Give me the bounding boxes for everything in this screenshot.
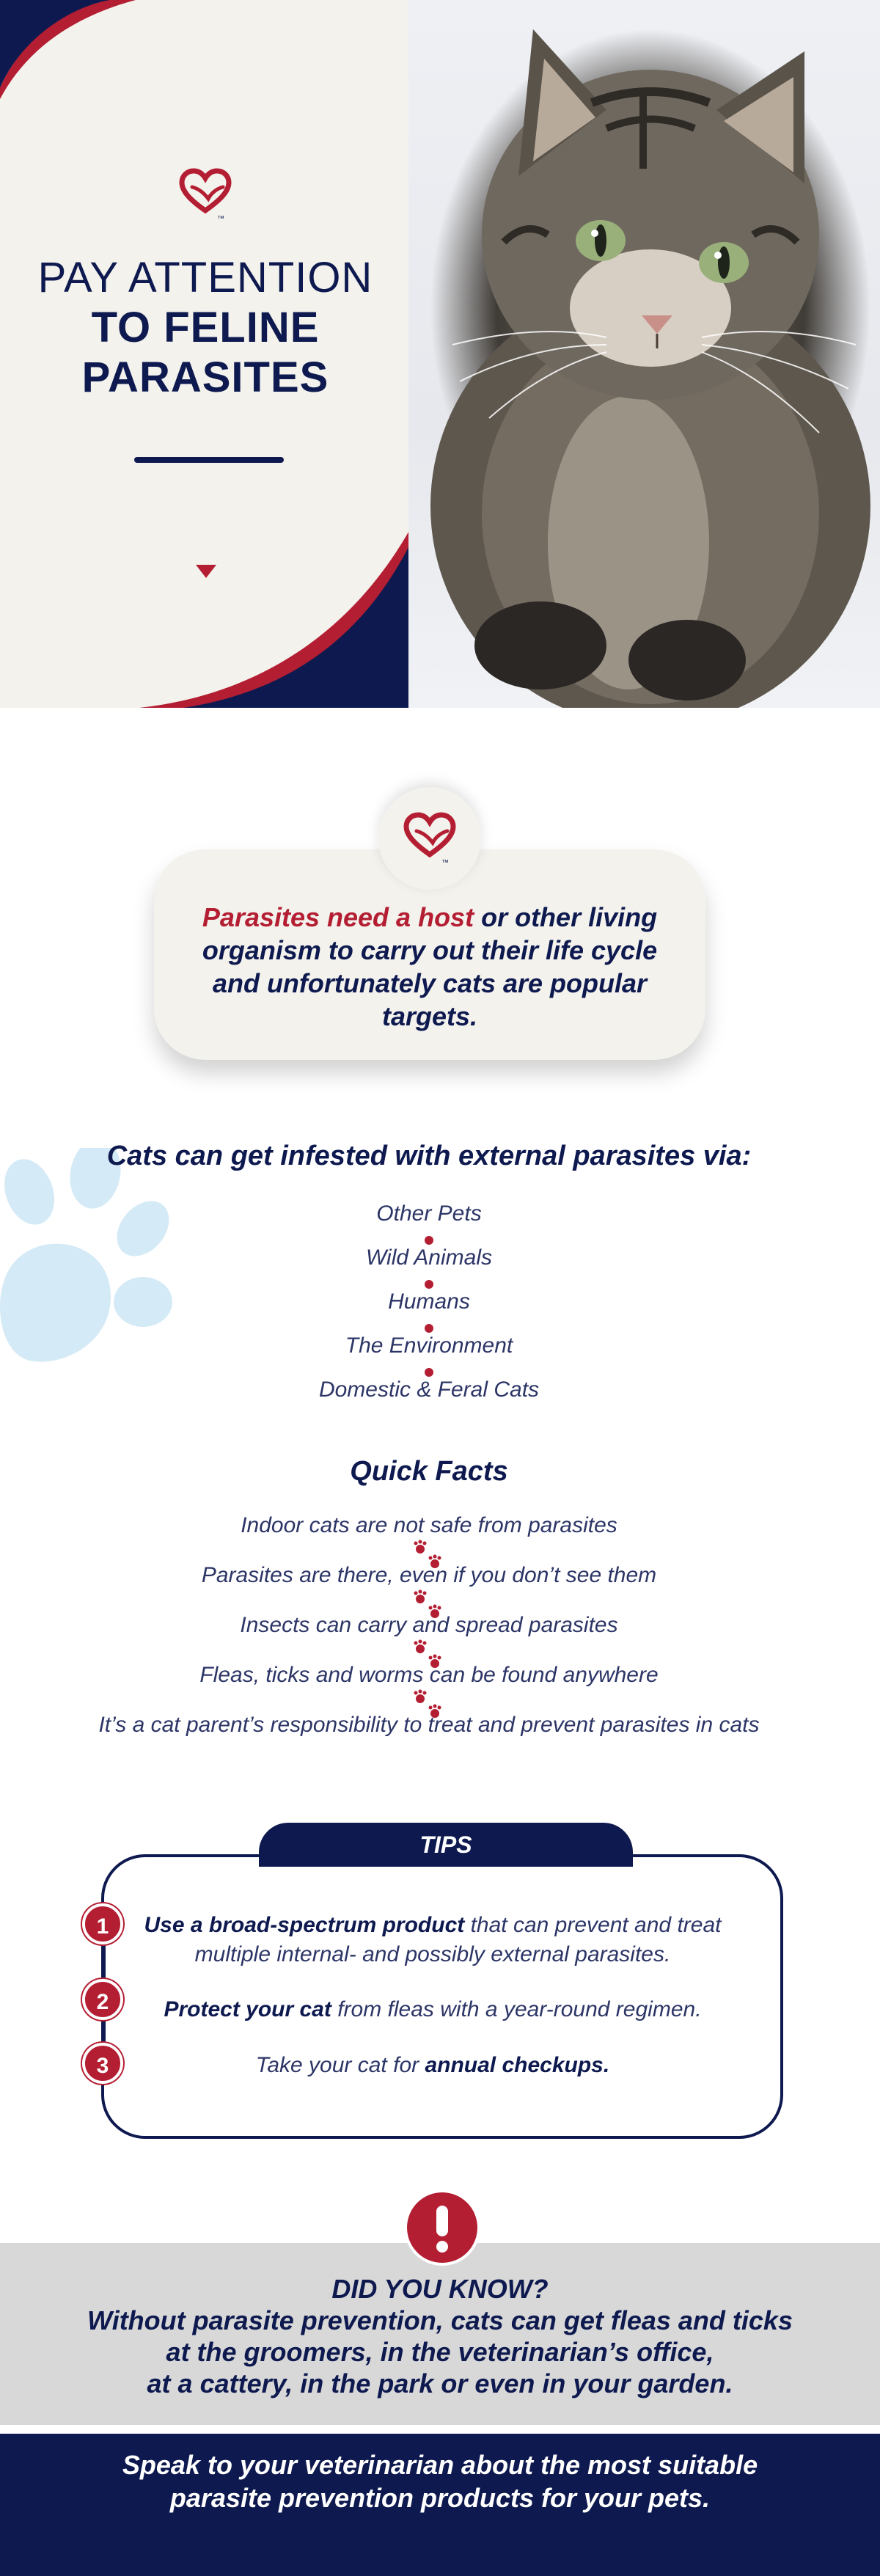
tip-text: Take your cat for xyxy=(255,2053,425,2077)
list-item: Fleas, ticks and worms can be found anywhere xyxy=(199,1663,659,1687)
callout-text-emphasis: life cycle xyxy=(545,935,658,965)
dot-icon xyxy=(425,1280,433,1289)
cat-illustration xyxy=(408,0,880,708)
tip-number-badge: 3 xyxy=(82,2043,123,2084)
list-item: Indoor cats are not safe from parasites xyxy=(241,1513,617,1537)
heart-logo-icon xyxy=(400,809,459,868)
tip-item xyxy=(132,1995,733,2024)
hero-title-line1: PAY ATTENTION xyxy=(37,254,373,301)
list-item: Humans xyxy=(388,1289,470,1314)
tip-number-badge: 2 xyxy=(82,1979,123,2020)
cat-photo xyxy=(408,0,880,708)
hero-title-panel xyxy=(0,0,411,708)
list-item: Insects can carry and spread parasites xyxy=(240,1613,618,1637)
did-you-know-line: at a cattery, in the park or even in your garden. xyxy=(147,2368,733,2398)
tip-number-badge: 1 xyxy=(82,1903,123,1944)
tip-text: from fleas with a year-round regimen. xyxy=(331,1997,702,2021)
callout-text-part2: and unfortunately cats are popular targets. xyxy=(212,968,648,1031)
tips-tab: TIPS xyxy=(259,1823,633,1867)
exclamation-icon xyxy=(404,2189,480,2266)
hero-title xyxy=(15,253,396,403)
did-you-know-text xyxy=(44,2305,836,2399)
list-item: The Environment xyxy=(345,1333,513,1358)
tip-item xyxy=(132,2051,733,2080)
list-item: Domestic & Feral Cats xyxy=(318,1377,540,1402)
did-you-know-line: at the groomers, in the veterinarian’s office, xyxy=(166,2337,714,2367)
list-item: Parasites are there, even if you don’t see them xyxy=(201,1563,657,1587)
list-item: Wild Animals xyxy=(366,1245,492,1270)
footer-line: Speak to your veterinarian about the most suitable xyxy=(122,2450,758,2480)
callout-text-part1: or other living organism to carry out their xyxy=(202,902,658,965)
list-item: It’s a cat parent’s responsibility to treat and prevent parasites in cats xyxy=(98,1713,760,1737)
dot-icon xyxy=(425,1368,433,1377)
hero-title-line2: TO FELINE xyxy=(91,304,320,351)
callout-text xyxy=(176,901,683,1033)
external-parasites-heading: Cats can get infested with external parasites via: xyxy=(106,1141,752,1171)
hero-title-line3: PARASITES xyxy=(81,354,329,401)
tip-text: that can prevent and treat xyxy=(464,1913,722,1937)
hero-divider xyxy=(134,457,284,463)
tip-item xyxy=(132,1911,733,1969)
did-you-know-title: DID YOU KNOW? xyxy=(331,2274,549,2304)
dot-icon xyxy=(425,1236,433,1245)
callout-text-highlight: Parasites need a host xyxy=(202,902,474,932)
tip-bold: annual checkups. xyxy=(425,2053,610,2077)
dot-icon xyxy=(425,1324,433,1333)
logo-trademark: ™ xyxy=(441,859,449,867)
tip-text: multiple internal- and possibly external parasites. xyxy=(194,1942,671,1966)
quick-facts-heading: Quick Facts xyxy=(350,1456,508,1487)
tip-bold: Use a broad-spectrum product xyxy=(144,1913,465,1937)
tip-bold: Protect your cat xyxy=(164,1997,331,2021)
footer-text xyxy=(44,2448,836,2514)
logo-trademark: ™ xyxy=(217,215,224,223)
hero-section xyxy=(0,0,880,708)
did-you-know-line: Without parasite prevention, cats can get fleas and ticks xyxy=(87,2305,793,2335)
triangle-down-icon xyxy=(196,565,216,578)
heart-logo-icon xyxy=(176,165,235,224)
footer-line: parasite prevention products for your pets. xyxy=(169,2483,711,2513)
list-item: Other Pets xyxy=(376,1201,482,1226)
